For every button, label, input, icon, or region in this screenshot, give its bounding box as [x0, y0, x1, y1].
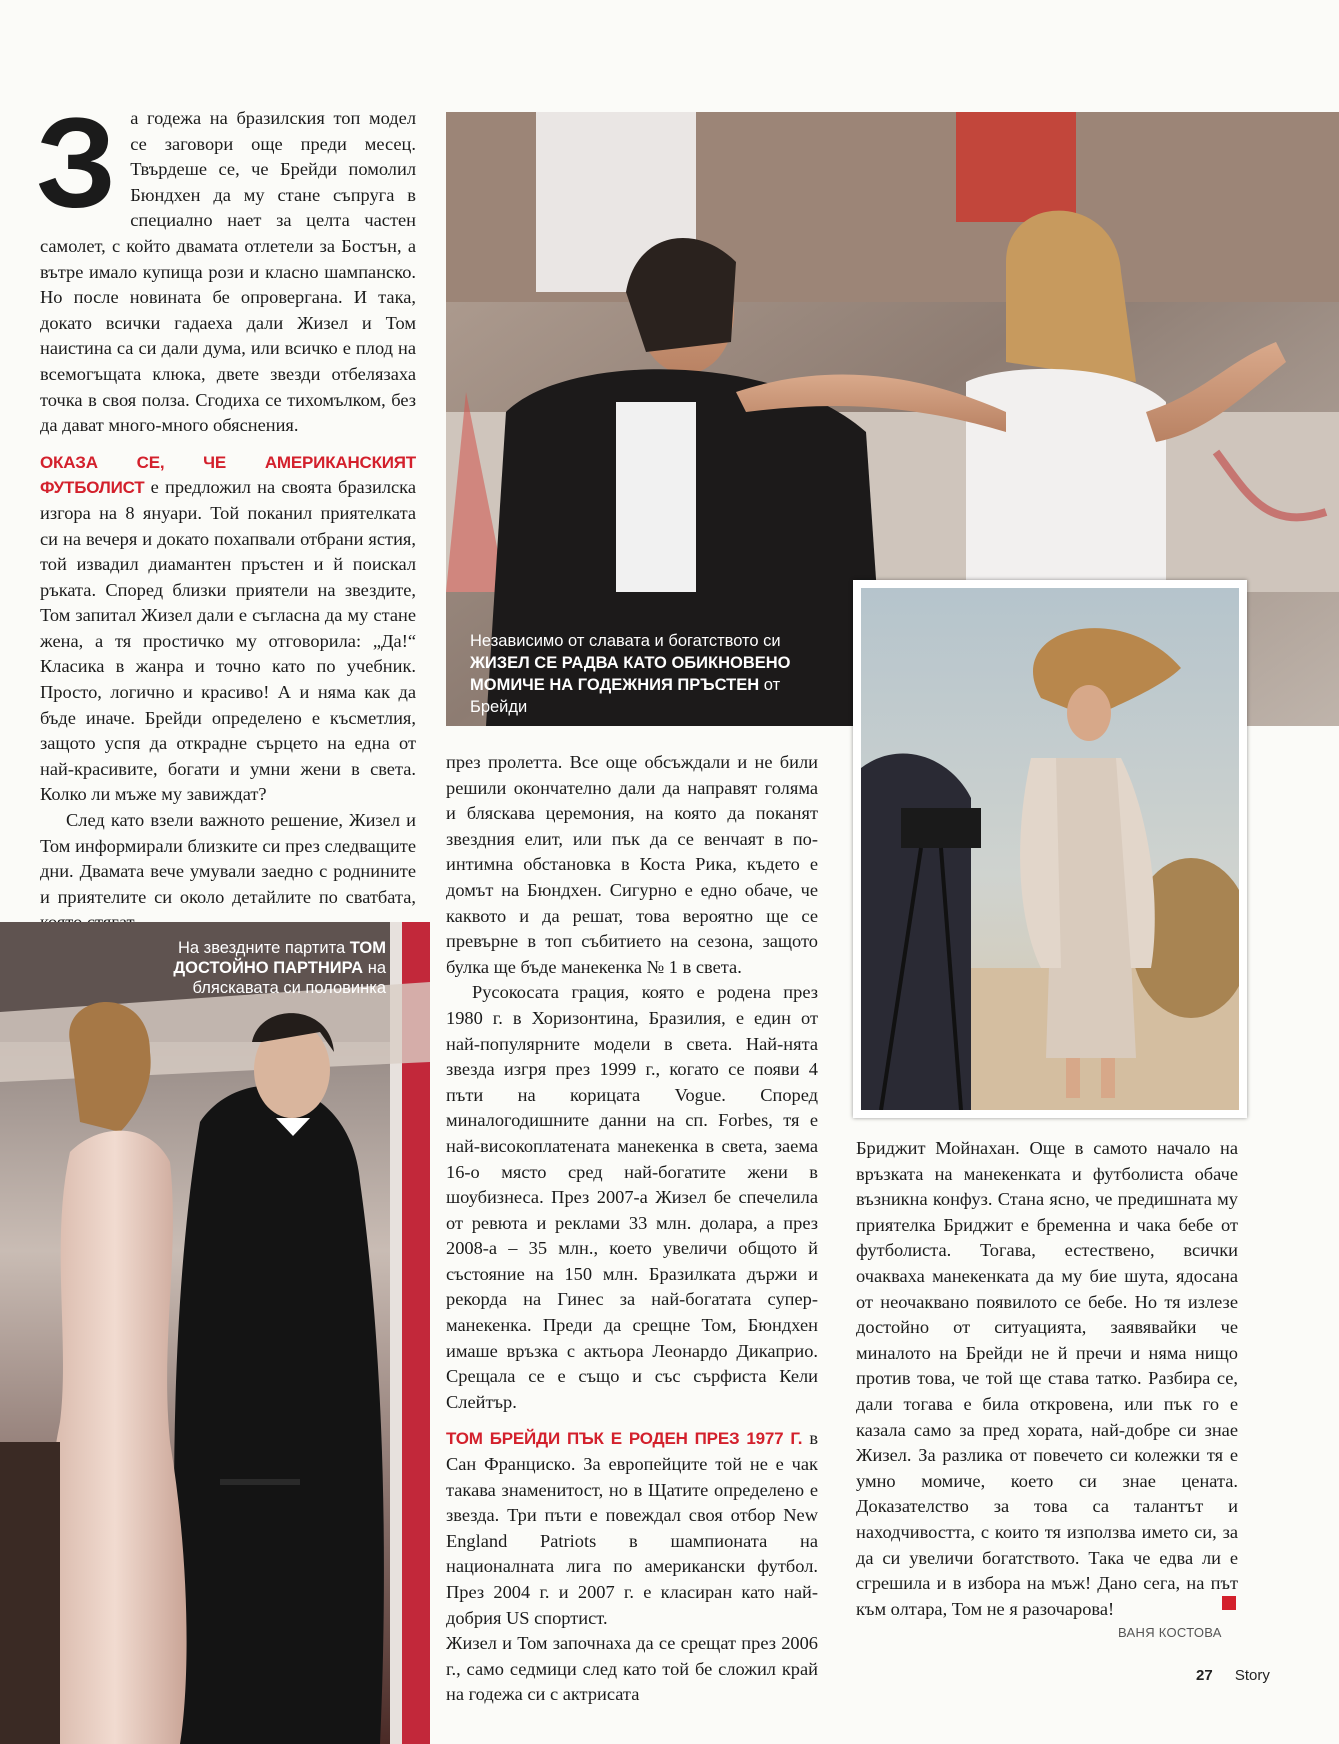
caption-top-highlight: ЖИЗЕЛ СЕ РАДВА КАТО ОБИКНОВЕНО МОМИЧЕ НА ГОДЕЖНИЯ ПРЪСТЕН [470, 654, 791, 694]
paragraph-proposal [40, 450, 416, 808]
caption-top-outro: от Брейди [470, 676, 781, 716]
paragraph-dating: Жизел и Том започнаха да се срещат през 2006 г., само седмици след като той бе сложил край на годежа си с актрисата [446, 1633, 818, 1705]
page-footer [1196, 1667, 1270, 1684]
paragraph-wedding-plans: през пролетта. Все още обсъждали и не били решили окончателно дали да направят голяма и бляскава церемония, на която да поканят звездния елит, или пък да се венчаят в по-интимна обстановка в Коста Рика, където е домът на Бюндхен. Сигурно е едно обаче, че каквото и да решат, това вероятно ще се превърне в топ събитието на сезона, защото булка ще бъде манекенка № 1 в света. [446, 752, 818, 977]
page-number: 27 [1196, 1667, 1213, 1684]
caption-left-outro: на бляскавата си половинка [192, 959, 386, 997]
end-mark [1222, 1596, 1236, 1610]
lead-in-proposal: ОКАЗА СЕ, ЧЕ АМЕРИКАНСКИЯТ ФУТБОЛИСТ [40, 452, 416, 498]
author-byline: ВАНЯ КОСТОВА [1118, 1625, 1222, 1640]
photo-caption-left [136, 938, 386, 998]
paragraph-tom-bio-text: в Сан Франциско. За европейците той не е чак такава знаменитост, но в Щатите определено е звезда. Три пъти е повеждал своя отбор New England Patriots в шампионата на националната лига по американски футбол. През 2004 г. и 2007 г. е класиран като най-добрия US спортист. [446, 1428, 818, 1628]
lead-in-tom: ТОМ БРЕЙДИ ПЪК Е РОДЕН ПРЕЗ 1977 Г. [446, 1429, 803, 1449]
article-column-left [36, 92, 416, 936]
magazine-name: Story [1234, 1667, 1270, 1684]
paragraph-tom-bio [446, 1426, 818, 1631]
caption-top-intro: Независимо от славата и богатството си [470, 632, 781, 650]
article-column-right [856, 1136, 1238, 1622]
caption-left-intro: На звездните партита [177, 939, 346, 957]
paragraph-moynahan-text: Бриджит Мойнахан. Още в самото начало на връзката на манекенката и футболиста обаче възникна конфуз. Стана ясно, че предишната му приятелка Бриджит е бременна и чака бебе от футболиста. Тогава, естествено, всички очакваха манекенката да му бие шута, ядосана от неочаквано появилото се бебе. Но тя излезе достойно от ситуацията, заявявайки че миналото на Брейди не й пречи и няма нищо против това, че той ще става татко. Разбира се, дали тогава е била откровена, или пък го е казала само за пред хората, най-добре си знае Жизел. За разлика от повечето си колежки тя е умно момиче, което си знае цената. Доказателство за това са талантът и находчивостта, с които тя използва името си, за да си увеличи богатството. Така че едва ли е сгрешила и в избора на мъж! Дано сега, на път към олтара, Том не я разочарова! [856, 1138, 1238, 1619]
drop-cap: З [36, 92, 117, 235]
paragraph-gisele-bio: Русокосата грация, която е родена през 1980 г. в Хоризонтина, Бразилия, е един от най-популярните модели в света. Най-нята звезда изгря през 1999 г., когато се появи 4 пъти на корицата Vogue. Според миналогодишните данни на сп. Forbes, тя е най-високоплатената манекенка в света, заема 16-о място сред най-богатите жени в шоубизнеса. През 2007-а Жизел бе спечелила от ревюта и реклами 33 млн. долара, а през 2008-а – 35 млн., което увеличи общото й състояние на 150 млн. Бразилката държи и рекорда на Гинес за най-богатата суперманекенка. Преди да срещне Том, Бюндхен имаше връзка с актьора Леонардо Дикаприо. Срещала се е също и със сърфиста Кели Слейтър. [446, 982, 818, 1412]
photo-beach-shoot [853, 580, 1247, 1118]
photo-red-carpet-image [0, 922, 430, 1744]
caption-left-highlight: ТОМ ДОСТОЙНО ПАРТНИРА [173, 939, 386, 977]
paragraph-intro: а годежа на бразилския топ модел се заговори още преди месец. Твърдеше се, че Брейди помолил Бюндхен да му стане съпруга в специално нает за целта частен самолет, с който двамата отлетели за Бостън, а вътре имало купища рози и класно шампанско. Но после новината бе опровергана. И така, докато всички гадаеха дали Жизел и Том наистина са си дали дума, или всичко е плод на всемогъщата клюка, двете звезди отбелязаха точка в своя полза. Сгодиха се тихомълком, без да дават много-много обяснения. [40, 108, 416, 436]
paragraph-decision: След като взели важното решение, Жизел и Том информирали близките си през следващите дни. Двамата вече умували заедно с роднините и приятелите си около детайлите по сватбата, [40, 810, 416, 907]
paragraph-proposal-text: е предложил на своята бразилска изгора на 8 януари. Той поканил приятелката си на вечеря и докато похапвали отбрани ястия, той извадил диамантен пръстен и й поискал ръката. Според близки приятели на звездите, Том запитал Жизел дали е съгласна да му стане жена, а тя простичко му отговорила: „Да!“ Класика в жанра и точно като по учебник. Просто, логично и красиво! А и няма как да бъде иначе. Брейди определено е късметлия, защото успя да открадне сърцето на една от най-красивите, богати и умни жени в света. Колко ли мъже му завиждат? [40, 477, 416, 805]
photo-red-carpet [0, 922, 430, 1744]
photo-caption-top [470, 630, 800, 718]
photo-beach-shoot-image [861, 588, 1239, 1110]
article-column-middle [446, 750, 818, 1708]
paragraph-moynahan [856, 1136, 1238, 1622]
